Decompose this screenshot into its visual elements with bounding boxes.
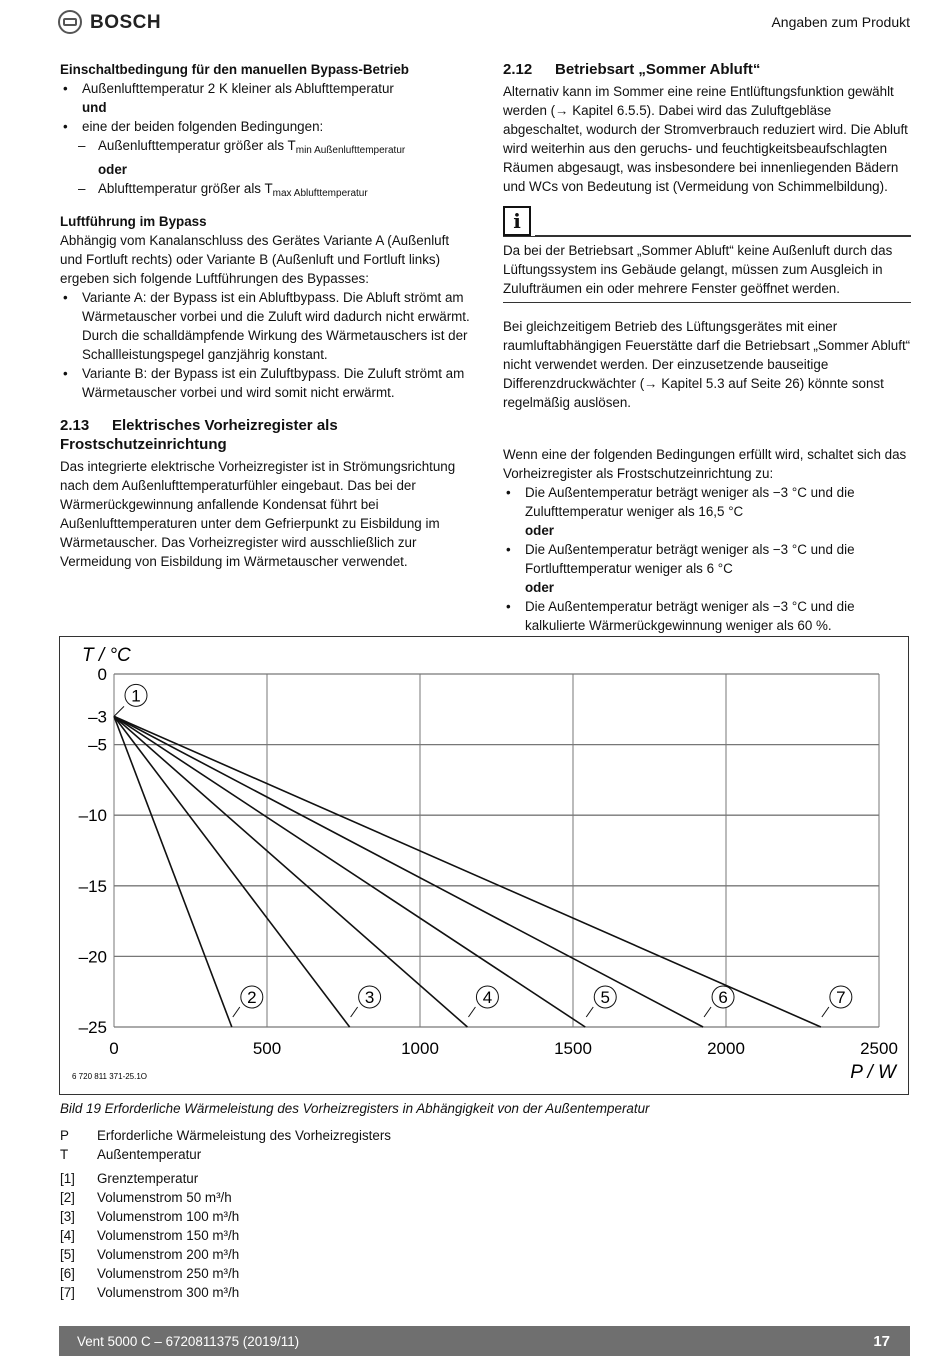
legend-value: Volumenstrom 250 m³/h	[97, 1266, 240, 1281]
x-tick-label: 500	[252, 1039, 282, 1058]
series-leader	[351, 1007, 358, 1017]
figure-legend	[60, 1126, 391, 1302]
left-column	[60, 60, 470, 571]
series-label: 3	[364, 988, 375, 1007]
y-tick-label: –10	[78, 806, 107, 826]
x-tick-label: 0	[109, 1039, 119, 1058]
oder-label: oder	[98, 162, 128, 177]
section-title: Elektrisches Vorheizregister als Frostschutzeinrichtung	[60, 417, 338, 453]
marker-leader	[114, 706, 124, 716]
series-label: 5	[600, 988, 610, 1007]
series-leader	[233, 1007, 240, 1017]
oder-label: oder	[525, 580, 555, 595]
bosch-logo	[58, 10, 161, 34]
list-item: • Die Außentemperatur beträgt weniger als −3 °C und die Zulufttemperatur weniger als 16,5 °C	[503, 483, 911, 521]
luft-text: Abhängig vom Kanalanschluss des Gerätes Variante A (Außenluft und Fortluft rechts) oder Variante B (Außenluft und Fortluft links) ergeben sich folgende Luftführungen des Bypasses:	[60, 233, 450, 286]
list-item: • Variante B: der Bypass ist ein Zuluftbypass. Die Zuluft strömt am Wärmetauscher vorbei und wird somit nicht erwärmt.	[60, 364, 470, 402]
legend-value: Volumenstrom 150 m³/h	[97, 1228, 240, 1243]
section-2-13-text: Das integrierte elektrische Vorheizregister ist in Strömungsrichtung nach dem Außenlufttemperaturfühler eingebaut. Das bei der Wärmerückgewinnung anfallende Kondensat führt bei Außenlufttemperaturen unter dem Gefrierpunkt zu Eisbildung im Wärmetauscher. Das Vorheizregister wird ausschließlich zur Vermeidung von Eisbildung im Wärmetauscher verwendet.	[60, 459, 456, 569]
figure-chart	[59, 636, 909, 1095]
legend-key: [4]	[60, 1228, 75, 1243]
section-header: Angaben zum Produkt	[771, 14, 910, 30]
y-tick-label: –15	[78, 876, 107, 896]
legend-row	[60, 1145, 391, 1164]
series-label: 6	[718, 988, 728, 1007]
section-2-12-text: Alternativ kann im Sommer eine reine Entlüftungsfunktion gewählt werden (→ Kapitel 6.5.5). Dabei wird das Zuluftgebläse abgeschaltet, wodurch der Stromverbrauch reduziert wird. Die Abluft wird weiterhin aus den geruchs- und feuchtigkeitsbeaufschlagten Räumen abgesaugt, was insbesondere bei innenliegenden Bädern und WCs von Bedeutung ist (Vermeidung von Schimmelbildung).	[503, 84, 908, 194]
legend-key: [3]	[60, 1209, 75, 1224]
info-note: Da bei der Betriebsart „Sommer Abluft“ keine Außenluft durch das Lüftungssystem ins Gebäude gelangt, müssen zum Ausgleich in Zulufträumen ein oder mehrere Fenster geöffnet werden.	[503, 241, 911, 303]
legend-row	[60, 1207, 391, 1226]
bypass-heading: Einschaltbedingung für den manuellen Bypass-Betrieb	[60, 62, 409, 77]
document-id: Vent 5000 C – 6720811375 (2019/11)	[77, 1333, 300, 1349]
x-tick-label: 2000	[707, 1039, 745, 1058]
paragraph: Wenn eine der folgenden Bedingungen erfüllt wird, schaltet sich das Vorheizregister als Frostschutzeinrichtung zu:	[503, 447, 907, 481]
legend-key: [7]	[60, 1285, 75, 1300]
legend-value: Grenztemperatur	[97, 1171, 199, 1186]
series-line	[114, 716, 232, 1027]
chart-svg	[60, 637, 910, 1096]
series-leader	[822, 1007, 829, 1017]
legend-value: Volumenstrom 50 m³/h	[97, 1190, 232, 1205]
series-line	[114, 716, 703, 1027]
x-tick-label: 2500	[860, 1039, 898, 1058]
legend-row	[60, 1126, 391, 1145]
x-tick-label: 1500	[554, 1039, 592, 1058]
luft-heading: Luftführung im Bypass	[60, 214, 207, 229]
y-tick-label: 0	[97, 665, 107, 684]
section-2-13-heading	[60, 416, 470, 454]
section-2-12-heading	[503, 60, 911, 79]
bypass-list	[60, 79, 470, 203]
list-item: • Außenlufttemperatur 2 K kleiner als Ablufttemperatur	[60, 79, 470, 98]
series-label: 7	[836, 988, 846, 1007]
y-tick-label: –3	[88, 707, 107, 727]
legend-key: [2]	[60, 1190, 75, 1205]
legend-row	[60, 1226, 391, 1245]
legend-key: T	[60, 1147, 69, 1162]
info-icon: i	[503, 206, 531, 236]
info-box-header	[503, 206, 911, 237]
figure-caption: Bild 19 Erforderliche Wärmeleistung des Vorheizregisters in Abhängigkeit von der Außentemperatur	[60, 1101, 650, 1116]
legend-value: Volumenstrom 300 m³/h	[97, 1285, 240, 1300]
right-column	[503, 60, 911, 635]
series-line	[114, 716, 585, 1027]
legend-value: Volumenstrom 100 m³/h	[97, 1209, 240, 1224]
limit-marker-label: 1	[131, 686, 141, 706]
legend-value: Volumenstrom 200 m³/h	[97, 1247, 240, 1262]
series-label: 4	[482, 988, 493, 1007]
page-number: 17	[873, 1332, 890, 1350]
series-leader	[586, 1007, 593, 1017]
list-item: • eine der beiden folgenden Bedingungen:	[60, 117, 470, 136]
series-line	[114, 716, 821, 1027]
x-tick-label: 1000	[401, 1039, 439, 1058]
list-item	[60, 179, 470, 203]
figure-id: 6 720 811 371-25.1O	[72, 1072, 148, 1081]
series-label: 2	[247, 988, 257, 1007]
bosch-armature-icon	[58, 10, 82, 34]
sub-text: Ablufttemperatur größer als T	[98, 181, 273, 196]
subscript: max Ablufttemperatur	[272, 188, 368, 199]
legend-key: [5]	[60, 1247, 75, 1262]
frost-conditions-list	[503, 483, 911, 635]
list-item: • Die Außentemperatur beträgt weniger als −3 °C und die Fortlufttemperatur weniger als 6 °C	[503, 540, 911, 578]
list-item: • Variante A: der Bypass ist ein Abluftbypass. Die Abluft strömt am Wärmetauscher vorbei und die Zuluft wird dadurch nicht erwärmt. Durch die schalldämpfende Wirkung des Wärmetauschers ist der Schallleistungspegel ganzjährig konstant.	[60, 288, 470, 364]
subscript: min Außenlufttemperatur	[295, 145, 406, 156]
x-axis-label: P / W	[850, 1062, 896, 1083]
series-line	[114, 716, 467, 1027]
und-label: und	[82, 100, 107, 115]
list-item	[60, 136, 470, 160]
luft-list	[60, 288, 470, 402]
y-tick-label: –20	[78, 947, 107, 967]
legend-key: [6]	[60, 1266, 75, 1281]
legend-value: Außentemperatur	[97, 1147, 202, 1162]
series-leader	[704, 1007, 711, 1017]
list-item: • Die Außentemperatur beträgt weniger als −3 °C und die kalkulierte Wärmerückgewinnung weniger als 60 %.	[503, 597, 911, 635]
legend-row	[60, 1188, 391, 1207]
legend-value: Erforderliche Wärmeleistung des Vorheizregisters	[97, 1128, 391, 1143]
y-axis-label: T / °C	[82, 645, 131, 666]
series-line	[114, 716, 350, 1027]
y-tick-label: –25	[78, 1018, 107, 1037]
sub-text: Außenlufttemperatur größer als T	[98, 138, 296, 153]
legend-key: P	[60, 1128, 69, 1143]
page-footer	[59, 1326, 910, 1356]
legend-row	[60, 1169, 391, 1188]
legend-row	[60, 1245, 391, 1264]
paragraph: Bei gleichzeitigem Betrieb des Lüftungsgerätes mit einer raumluftabhängigen Feuerstätte darf die Betriebsart „Sommer Abluft“ nicht verwendet werden. Der einzusetzende bauseitige Differenzdruckwächter (→ Kapitel 5.3 auf Seite 26) könnte sonst regelmäßig auslösen.	[503, 319, 911, 410]
section-title: Betriebsart „Sommer Abluft“	[555, 61, 761, 78]
brand-name: BOSCH	[90, 11, 162, 33]
section-number: 2.12	[503, 61, 533, 78]
section-number: 2.13	[60, 417, 90, 434]
oder-label: oder	[525, 523, 555, 538]
y-tick-label: –5	[88, 735, 107, 755]
legend-row	[60, 1283, 391, 1302]
series-leader	[468, 1007, 475, 1017]
legend-key: [1]	[60, 1171, 75, 1186]
legend-row	[60, 1264, 391, 1283]
